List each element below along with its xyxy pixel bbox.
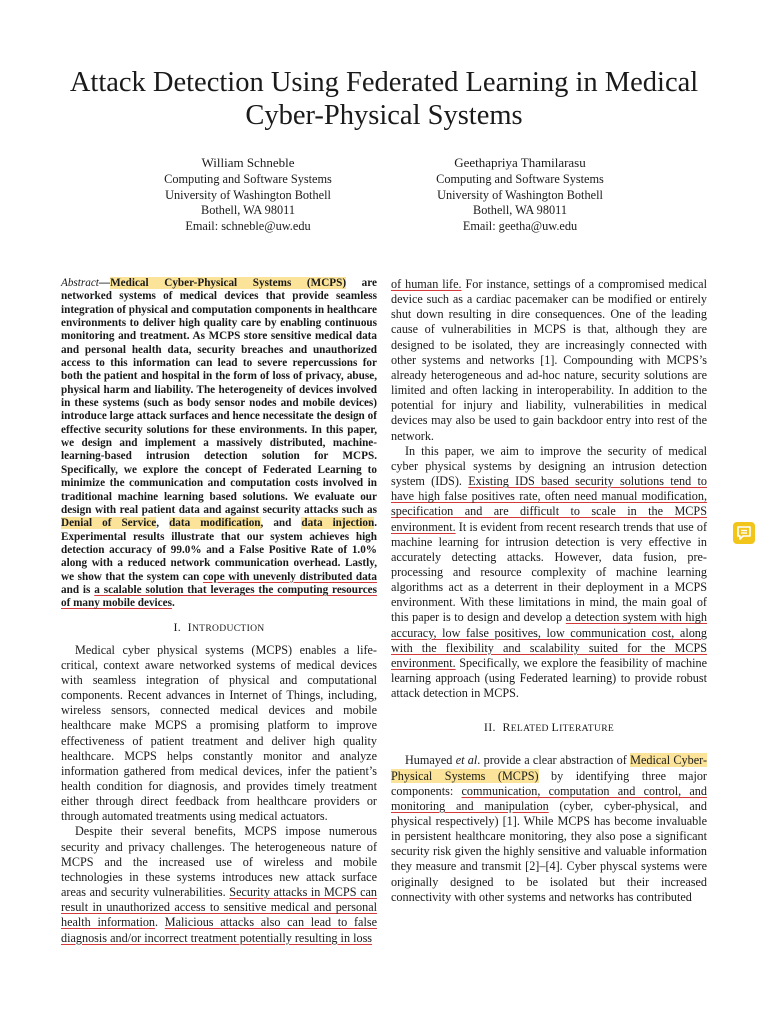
intro-paragraph-1: Medical cyber physical systems (MCPS) enables a life-critical, context aware networked systems of medical devices with seamless integration of physical and computational components. Recent advances in Internet of Things, including, wireless sensors, connected medical devices and mobile healthcare make MCPS a promising platform to improve effectiveness of patient treatment and deliver high quality healthcare. MCPS helps constantly monitor and analyze information gathered from medical devices, infer the patient’s health condition for diagnosis, and provides timely treatment either through direct feedback from healthcare providers or through automated treatments using medical actuators. (61, 642, 377, 824)
author-institution: University of Washington Bothell (165, 187, 331, 202)
author-department: Computing and Software Systems (164, 172, 332, 186)
author-address: Bothell, WA 98011 (473, 203, 567, 218)
author-2 (380, 154, 660, 234)
underline-annotation[interactable]: communication, computation and control, and monitoring and manipulation (391, 783, 707, 813)
author-email: Email: geetha@uw.edu (462, 218, 578, 233)
speech-bubble-icon (736, 525, 752, 541)
section-heading-related-literature: II. RELATED LITERATURE (483, 720, 615, 735)
underline-annotation[interactable]: Existing IDS based security solutions tend to have high false positives rate, often need manual modification, specification and are difficult to scale in the MCPS environment. (391, 474, 707, 534)
highlight-annotation[interactable]: data modification (169, 517, 261, 530)
underline-annotation[interactable]: of human life. (391, 277, 462, 291)
author-address: Bothell, WA 98011 (201, 203, 295, 218)
highlight-annotation[interactable]: Denial of Service (61, 517, 157, 530)
author-name: Geethapriya Thamilarasu (454, 155, 586, 170)
author-department: Computing and Software Systems (436, 172, 604, 186)
right-column (391, 277, 707, 905)
highlight-annotation[interactable]: Medical Cyber-Physical Systems (MCPS) (391, 753, 707, 783)
author-institution: University of Washington Bothell (437, 187, 603, 202)
underline-annotation[interactable]: cope with unevenly distributed data (202, 570, 378, 583)
underline-annotation[interactable]: a scalable solution that leverages the computing resources of many mobile devices (61, 583, 377, 610)
author-name: William Schneble (201, 155, 295, 170)
highlight-annotation[interactable]: data injection (301, 517, 375, 530)
paper-title: Attack Detection Using Federated Learning in Medical Cyber-Physical Systems (69, 67, 699, 131)
intro-paragraph-2: Despite their several benefits, MCPS impose numerous security and privacy challenges. The heterogeneous nature of MCPS and the increased use of wireless and mobile technologies in these systems introduces new attack surface areas and security vulnerabilities. Security attacks in MCPS can result in unauthorized access to sensitive medical and personal health information. Malicious attacks also can lead to false diagnosis and/or incorrect treatment potentially resulting in loss (61, 824, 377, 945)
author-1 (108, 154, 388, 234)
highlight-annotation[interactable]: Medical Cyber-Physical Systems (MCPS) (110, 277, 347, 289)
underline-annotation[interactable]: Security attacks in MCPS can result in unauthorized access to sensitive medical and personal health information (61, 885, 377, 930)
underline-annotation[interactable]: Malicious attacks also can lead to false diagnosis and/or incorrect treatment potentially resulting in loss (61, 915, 377, 945)
abstract-label: Abstract (61, 277, 99, 289)
section-heading-introduction: I. INTRODUCTION (173, 619, 265, 634)
left-column (61, 277, 377, 946)
author-email: Email: schneble@uw.edu (185, 218, 311, 233)
underline-annotation[interactable]: a detection system with high accuracy, low false positives, low communication cost, along with the flexibility and scalability suited for the MCPS environment. (391, 610, 707, 670)
abstract-paragraph: Abstract—Medical Cyber-Physical Systems (MCPS) are networked systems of medical devices that provide seamless integration of physical and computation components in healthcare environments to deliver high quality care by enabling continuous monitoring and treatment. As MCPS store sensitive medical data and personal health data, security breaches and unauthorized access to this information can lead to severe repercussions for both the patient and hospital in the form of loss of privacy, abuse, physical harm and liability. The heterogeneity of devices involved in these systems (such as body sensor nodes and mobile devices) introduce large attack surfaces and hence necessitate the design of effective security solutions for these environments. In this paper, we design and implement a massively distributed, machine-learning-based intrusion detection solution for MCPS. Specifically, we explore the concept of Federated Learning to minimize the communication and computation costs involved in traditional machine learning based solutions. We evaluate our design with real patient data and against security attacks such as Denial of Service, data modification, and data injection. Experimental results illustrate that our system achieves high detection accuracy of 99.0% and a False Positive Rate of 1.0% along with a reduced network communication overhead. Lastly, we show that the system can cope with unevenly distributed data and is a scalable solution that leverages the computing resources of many mobile devices. (61, 277, 378, 610)
intro-paragraph-3: In this paper, we aim to improve the security of medical cyber physical systems by designing an intrusion detection system (IDS). Existing IDS based security solutions tend to have high false positives rate, often need manual modification, specification and are difficult to scale in the MCPS environment. It is evident from recent research trends that use of machine learning for intrusion detection is very effective in accurately detecting attacks. However, data fusion, pre-processing and resource complexity of machine learning algorithms act as a deterrent in their deployment in a MCPS environment. With these limitations in mind, the main goal of this paper is to design and develop a detection system with high accuracy, low false positives, low communication cost, along with the flexibility and scalability suited for the MCPS environment. Specifically, we explore the feasibility of machine learning approach (using Federated learning) to provide robust attack detection in MCPS. (391, 443, 707, 701)
related-paragraph-1: Humayed et al. provide a clear abstraction of Medical Cyber-Physical Systems (MCPS) by identifying three major components: communication, computation and control, and monitoring and manipulation (cyber, cyber-physical, and physical respectively) [1]. While MCPS has become invaluable in persistent healthcare monitoring, they also pose a significant security risk given the highly sensitive and valuable information they measure and transmit [2]–[4]. Cyber physcal systems were originally designed to be isolated but their increased connectivity with other systems and networks has contributed (391, 753, 707, 904)
comment-icon[interactable] (733, 522, 755, 544)
intro-paragraph-2: of human life. For instance, settings of a compromised medical device such as a cardiac pacemaker can be modified or entirely shut down resulting in dire consequences. One of the leading cause of vulnerabilities in MCPS is that, although they are designed to be isolated, they are increasingly connected with other systems and networks [1]. Compounding with MCPS’s already heterogeneous and ad-hoc nature, security solutions are limited and often lacking in interoperability. In addition to the potential for injury and liability, vulnerabilities in medical devices may also be used to gain backdoor entry into rest of the network. (391, 277, 707, 443)
